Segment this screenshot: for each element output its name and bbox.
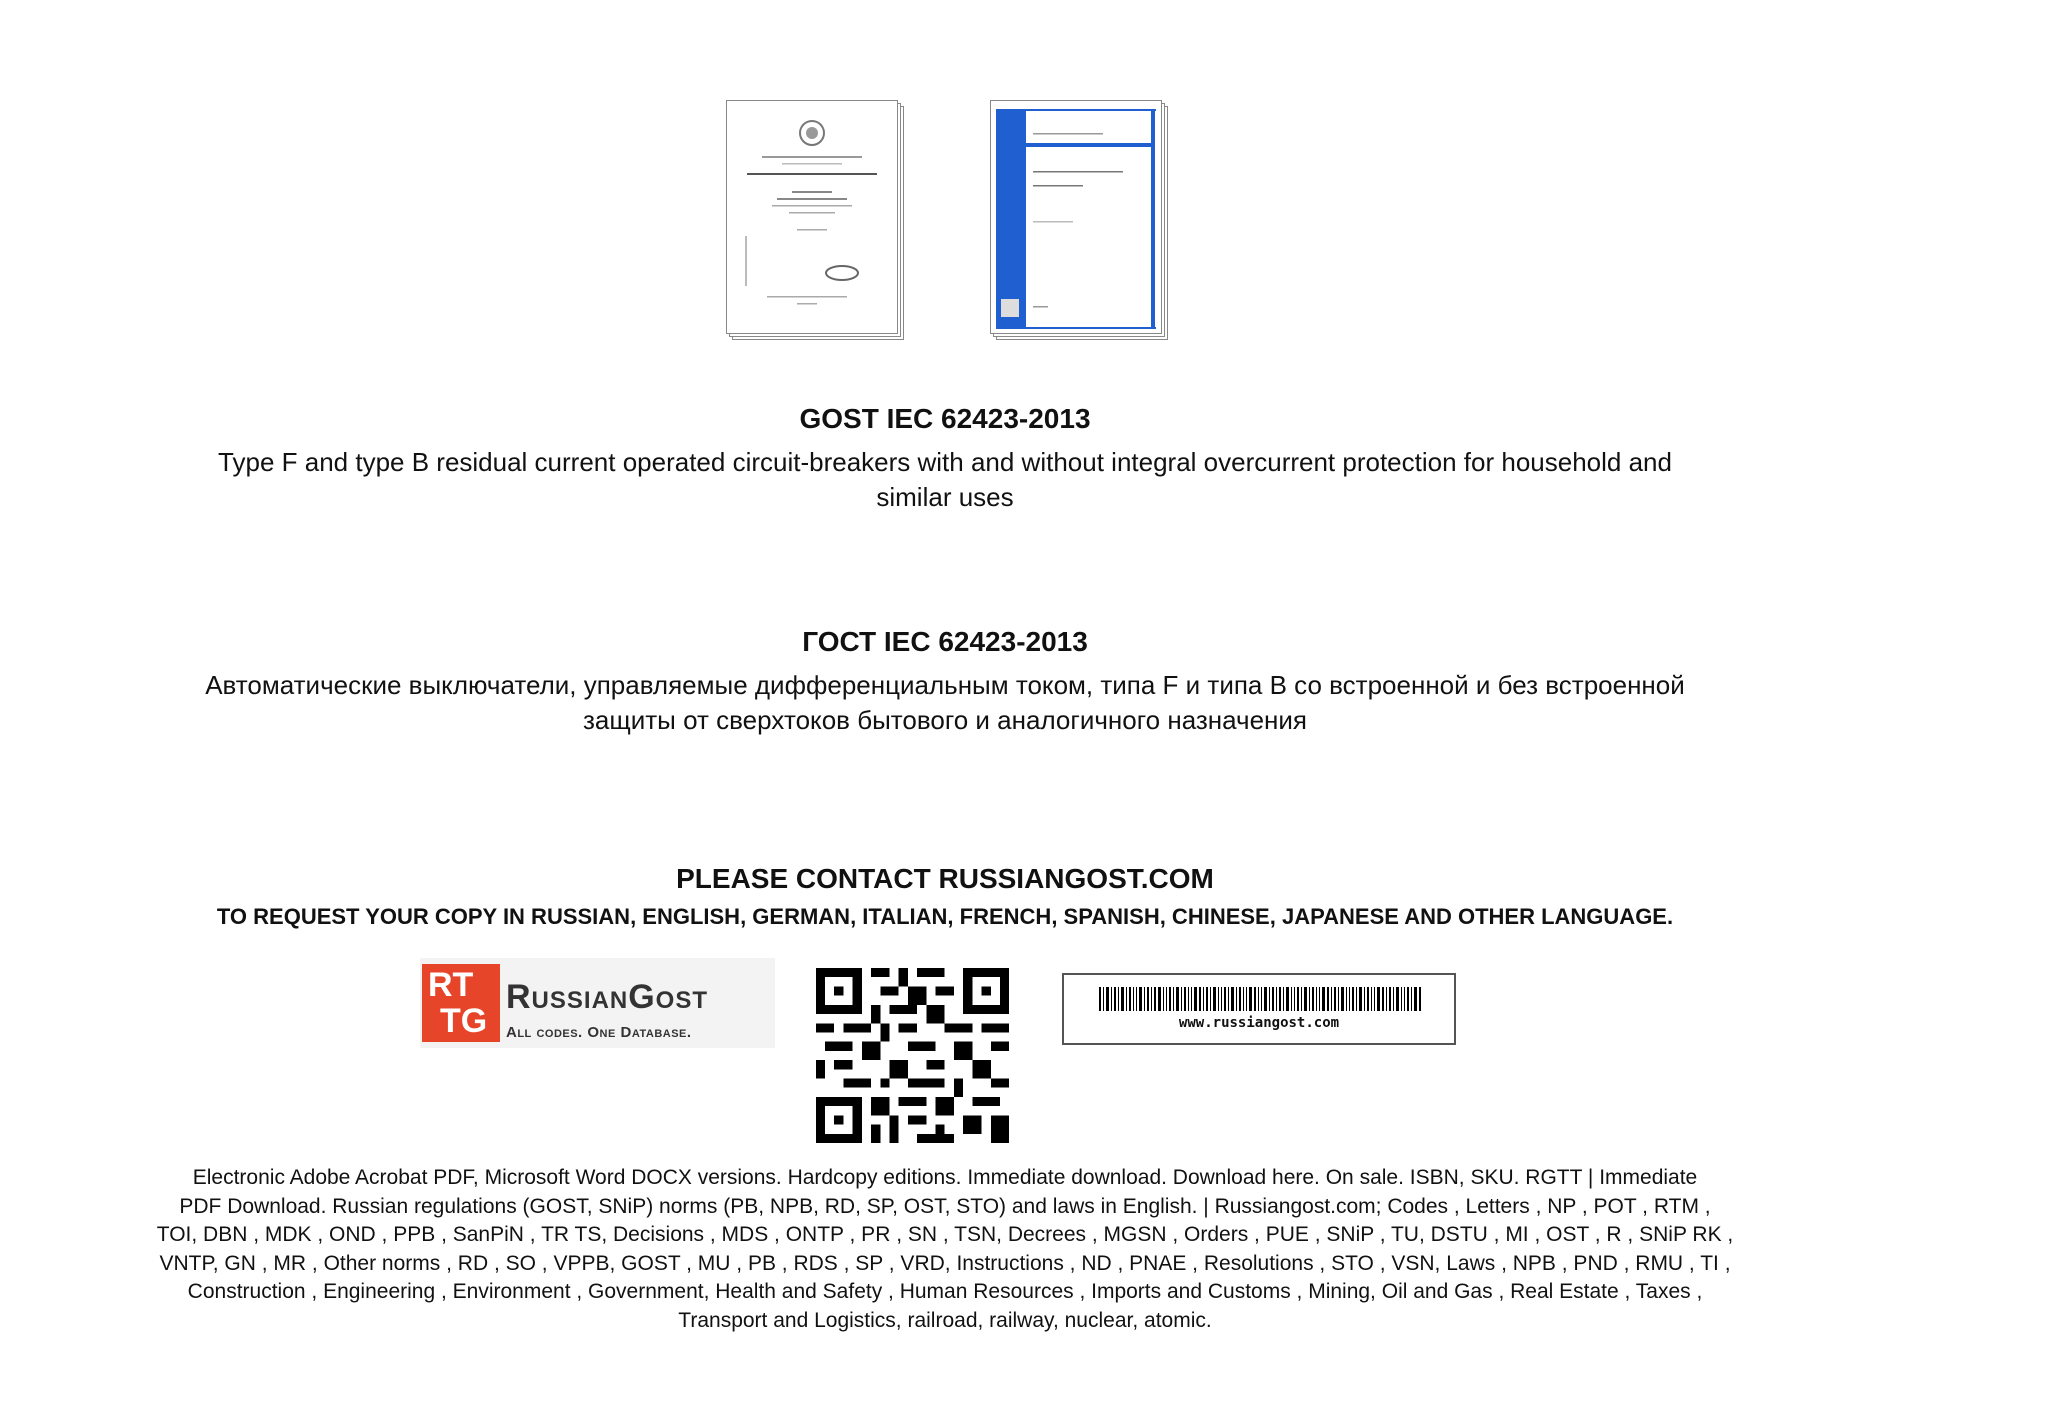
qr-code-icon[interactable] [815, 968, 1010, 1143]
logo-mark [422, 964, 500, 1042]
footer-line: Construction , Engineering , Environment , Government, Health and Safety , Human Resources , Imports and Customs , Mining, Oil and Gas , Real Estate , Taxes , [187, 1280, 1703, 1304]
footer-line: Electronic Adobe Acrobat PDF, Microsoft Word DOCX versions. Hardcopy editions. Immediate download. Download here. On sale. ISBN, SKU. RGTT | Immediate [192, 1166, 1698, 1189]
barcode[interactable] [1062, 973, 1456, 1045]
english-title: GOST IEC 62423-2013 [799, 403, 1091, 434]
russian-description-line: защиты от сверхтоков бытового и аналогичного назначения [582, 705, 1308, 735]
snip-cover-image [990, 100, 1165, 335]
footer-description [150, 1164, 1740, 1336]
cover-images [720, 100, 1180, 360]
english-description-line: Type F and type B residual current operated circuit-breakers with and without integral overcurrent protection for household and [218, 447, 1672, 477]
english-description-line: similar uses [876, 482, 1014, 512]
english-description [150, 445, 1740, 515]
barcode-url: www.russiangost.com [1178, 1015, 1340, 1031]
russian-description-line: Автоматические выключатели, управляемые дифференциальным током, типа F и типа B со встроенной и без встроенной [205, 670, 1685, 700]
gost-cover-image [726, 100, 901, 335]
footer-line: PDF Download. Russian regulations (GOST, SNiP) norms (PB, NPB, RD, SP, OST, STO) and laws in English. | Russiangost.com; Codes , Letters , NP , POT , RTM , [179, 1194, 1711, 1218]
footer-line: Transport and Logistics, railroad, railway, nuclear, atomic. [678, 1308, 1212, 1332]
footer-line: VNTP, GN , MR , Other norms , RD , SO , VPPB, GOST , MU , PB , RDS , SP , VRD, Instructions , ND , PNAE , Resolutions , STO , VSN, Laws , NPB , PND , RMU , TI , [159, 1251, 1731, 1275]
contact-subheading: TO REQUEST YOUR COPY IN RUSSIAN, ENGLISH, GERMAN, ITALIAN, FRENCH, SPANISH, CHINESE, JAPANESE AND OTHER LANGUAGE. [216, 904, 1674, 929]
logo-mark-top: RT [428, 966, 474, 1004]
barcode-bars-icon [1064, 975, 1454, 1015]
logo-mark-bottom: TG [440, 1002, 488, 1040]
russian-title: ГОСТ IEC 62423-2013 [802, 626, 1088, 657]
contact-heading: PLEASE CONTACT RUSSIANGOST.COM [676, 863, 1214, 894]
russian-description [150, 668, 1740, 738]
russiangost-logo[interactable] [420, 958, 775, 1048]
logo-name: RussianGost [506, 978, 709, 1016]
logo-slogan: All codes. One Database. [506, 1024, 692, 1041]
footer-line: TOI, DBN , MDK , OND , PPB , SanPiN , TR TS, Decisions , MDS , ONTP , PR , SN , TSN, Decrees , MGSN , Orders , PUE , SNiP , TU, DSTU , MI , OST , R , SNiP RK , [156, 1223, 1734, 1247]
